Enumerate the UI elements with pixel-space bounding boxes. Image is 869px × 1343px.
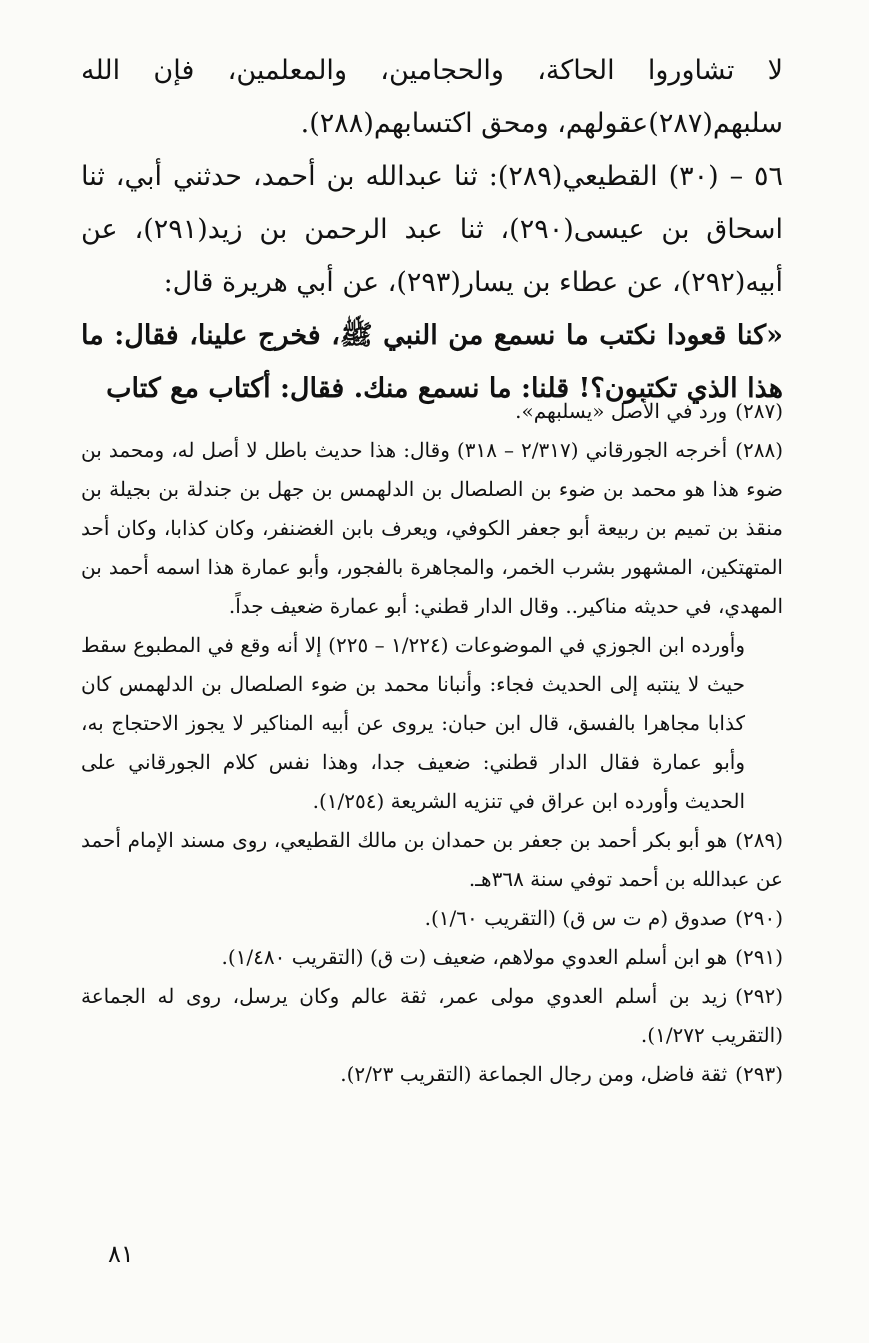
footnote-289 (81, 821, 783, 899)
footnote-text: هو أبو بكر أحمد بن جعفر بن حمدان بن مالك القطيعي، روى مسند الإمام أحمد عن عبدالله بن أحمد توفي سنة ٣٦٨هـ. (81, 828, 783, 891)
page-number: ٨١ (108, 1240, 134, 1268)
footnote-number: (٢٩٣) (735, 1062, 783, 1086)
footnote-number: (٢٨٨) (735, 438, 784, 462)
main-text (81, 44, 783, 415)
footnote-text: أخرجه الجورقاني (٢/٣١٧ – ٣١٨) وقال: هذا حديث باطل لا أصل له، ومحمد بن ضوء هذا هو محمد بن ضوء بن الصلصال بن الدلهمس بن جهل بن جندلة بن بجيلة بن منقذ بن تميم بن ربيعة أبو جعفر الكوفي، ويعرف بابن الغضنفر، وكان كذابا، وكان أحد المتهتكين، المشهور بشرب الخمر، والمجاهرة بالفجور، وأبو عمارة هذا اسمه أحمد بن المهدي، في حديثه مناكير.. وقال الدار قطني: أبو عمارة ضعيف جداً. (81, 438, 783, 618)
footnote-290 (81, 899, 783, 938)
main-paragraph-1: لا تشاوروا الحاكة، والحجامين، والمعلمين، فإن الله سلبهم(٢٨٧)عقولهم، ومحق اكتسابهم(٢٨٨). (81, 55, 783, 139)
footnote-291 (81, 938, 783, 977)
footnote-293 (81, 1055, 783, 1094)
footnote-292 (81, 977, 783, 1055)
footnote-text: صدوق (م ت س ق) (التقريب ١/٦٠). (424, 906, 728, 930)
footnote-287 (81, 392, 783, 431)
footnote-text: زيد بن أسلم العدوي مولى عمر، ثقة عالم وكان يرسل، روى له الجماعة (التقريب ١/٢٧٢). (81, 984, 783, 1047)
footnote-number: (٢٨٩) (735, 828, 783, 852)
footnotes (81, 392, 783, 1094)
footnote-number: (٢٩١) (735, 945, 783, 969)
footnote-number: (٢٩٠) (735, 906, 783, 930)
footnote-text: ورد في الأصل «يسلبهم». (515, 399, 728, 423)
footnote-288 (81, 431, 783, 626)
footnote-number: (٢٩٢) (735, 984, 783, 1008)
footnote-text: هو ابن أسلم العدوي مولاهم، ضعيف (ت ق) (التقريب ١/٤٨٠). (221, 945, 728, 969)
main-paragraph-2: ٥٦ – (٣٠) القطيعي(٢٨٩): ثنا عبدالله بن أحمد، حدثني أبي، ثنا اسحاق بن عيسى(٢٩٠)، ثنا عبد الرحمن بن زيد(٢٩١)، عن أبيه(٢٩٢)، عن عطاء بن يسار(٢٩٣)، عن أبي هريرة قال: (81, 161, 784, 298)
footnote-288-continued: وأورده ابن الجوزي في الموضوعات (١/٢٢٤ – ٢٢٥) إلا أنه وقع في المطبوع سقط حيث لا ينتبه إلى الحديث فجاء: وأنبانا محمد بن ضوء الصلصال بن الدلهمس كان كذابا مجاهرا بالفسق، قال ابن حبان: يروى عن أبيه المناكير لا يجوز الاحتجاج به، وأبو عمارة فقال الدار قطني: ضعيف جدا، وهذا نفس كلام الجورقاني على الحديث وأورده ابن عراق في تنزيه الشريعة (١/٢٥٤). (81, 633, 745, 813)
footnote-text: ثقة فاضل، ومن رجال الجماعة (التقريب ٢/٢٣). (340, 1062, 728, 1086)
hadith-text: «كنا قعودا نكتب ما نسمع من النبي ﷺ، فخرج علينا، فقال: ما هذا الذي تكتبون؟! قلنا: ما نسمع منك. فقال: أكتاب مع كتاب (81, 320, 783, 404)
footnote-number: (٢٨٧) (735, 399, 783, 423)
